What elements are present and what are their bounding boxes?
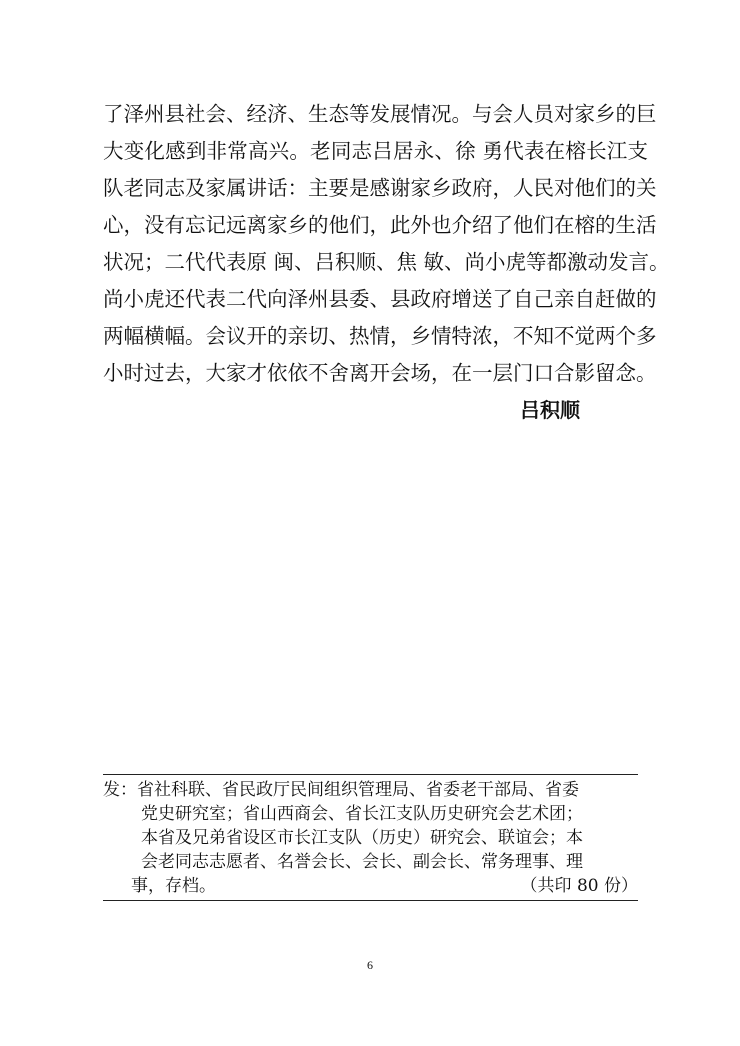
author-signature: 吕积顺 bbox=[520, 398, 580, 422]
distribution-bottom-rule bbox=[103, 900, 638, 901]
body-line: 两幅横幅。会议开的亲切、热情，乡情特浓，不知不觉两个多 bbox=[103, 324, 657, 348]
distribution-line: 发：省社科联、省民政厅民间组织管理局、省委老干部局、省委 bbox=[103, 780, 579, 800]
distribution-list bbox=[103, 778, 638, 898]
body-line: 心，没有忘记远离家乡的他们，此外也介绍了他们在榕的生活 bbox=[103, 213, 657, 237]
body-line: 尚小虎还代表二代向泽州县委、县政府增送了自己亲自赶做的 bbox=[103, 287, 657, 311]
page-number: 6 bbox=[367, 958, 373, 972]
body-line: 状况；二代代表原 闽、吕积顺、焦 敏、尚小虎等都激动发言。 bbox=[103, 250, 670, 274]
body-line: 大变化感到非常高兴。老同志吕居永、徐 勇代表在榕长江支 bbox=[103, 139, 648, 163]
body-line: 了泽州县社会、经济、生态等发展情况。与会人员对家乡的巨 bbox=[103, 102, 657, 126]
distribution-line: 事，存档。 bbox=[131, 876, 216, 896]
distribution-line: 本省及兄弟省设区市长江支队（历史）研究会、联谊会；本 bbox=[141, 828, 583, 848]
distribution-line: 党史研究室；省山西商会、省长江支队历史研究会艺术团； bbox=[141, 804, 583, 824]
print-copies: （共印 80 份） bbox=[520, 876, 638, 896]
body-line: 小时过去，大家才依依不舍离开会场，在一层门口合影留念。 bbox=[103, 361, 657, 385]
body-line: 队老同志及家属讲话：主要是感谢家乡政府，人民对他们的关 bbox=[103, 176, 657, 200]
distribution-line: 会老同志志愿者、名誉会长、会长、副会长、常务理事、理 bbox=[141, 852, 583, 872]
distribution-top-rule bbox=[103, 774, 638, 775]
body-text bbox=[103, 96, 670, 392]
distribution-last-line bbox=[103, 874, 638, 898]
